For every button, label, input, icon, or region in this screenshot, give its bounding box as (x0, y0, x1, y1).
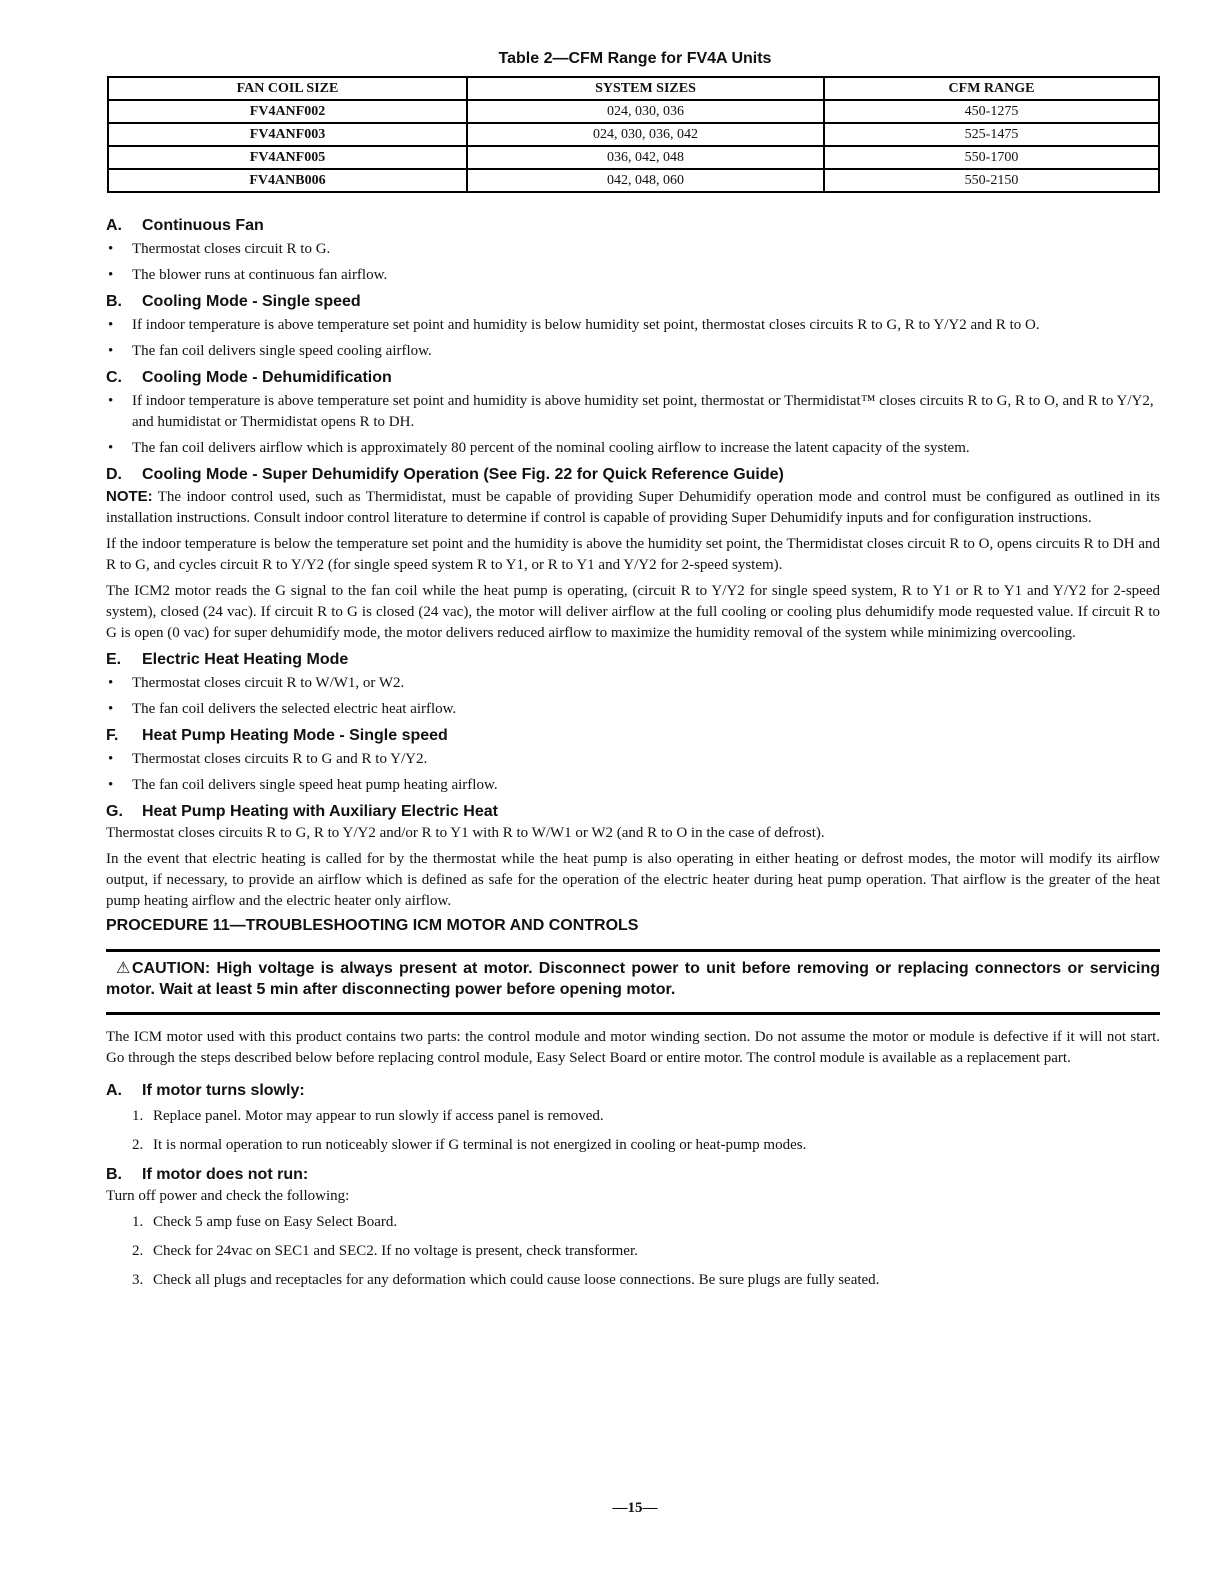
page-number: —15— (612, 1500, 658, 1516)
note-paragraph: NOTE: The indoor control used, such as Thermidistat, must be capable of providing Super Dehumidify operation mode and control must be configured as outlined in its installation instructions. Consult indoor control literature to determine if control is capable of providing Super Dehumidify inputs and for configuration instructions. (106, 488, 1160, 526)
bullet-item: • The fan coil delivers single speed cooling airflow. (106, 341, 1160, 362)
section-heading-motor-does-not-run: B. If motor does not run: (106, 1166, 309, 1183)
bullet-item: • Thermostat closes circuits R to G and R to Y/Y2. (106, 749, 1160, 770)
list-item: 2. It is normal operation to run noticeably slower if G terminal is not energized in cooling or heat-pump modes. (132, 1137, 807, 1153)
list-item: 3. Check all plugs and receptacles for any deformation which could cause loose connections. Be sure plugs are fully seated. (132, 1272, 880, 1288)
paragraph: If the indoor temperature is below the temperature set point and the humidity is above the humidity set point, the Thermidistat closes circuit R to O, opens circuits R to DH and R to G, and cycles circuit R to Y/Y2 (for single speed system R to Y1, or R to Y1 and Y/Y2 for 2-speed system). (106, 536, 1160, 573)
bullet-item: • If indoor temperature is above temperature set point and humidity is above humidity set point, thermostat or Thermidistat™ closes circuits R to G, R to O, and R to Y/Y2, and humidistat or Thermidistat opens R to DH. (106, 391, 1160, 433)
bullet-item: • The fan coil delivers airflow which is approximately 80 percent of the nominal cooling airflow to increase the latent capacity of the system. (106, 438, 1160, 459)
paragraph: Thermostat closes circuits R to G, R to Y/Y2 and/or R to Y1 with R to W/W1 or W2 (and R to O in the case of defrost). (106, 825, 825, 841)
bullet-item: • The blower runs at continuous fan airflow. (106, 265, 1160, 286)
list-item: 2. Check for 24vac on SEC1 and SEC2. If no voltage is present, check transformer. (132, 1243, 638, 1259)
cell-cfm-range: 525-1475 (824, 123, 1159, 146)
paragraph: Turn off power and check the following: (106, 1188, 350, 1204)
bullet-item: • Thermostat closes circuit R to W/W1, or W2. (106, 673, 1160, 694)
table-row (108, 169, 1159, 192)
bullet-item: • Thermostat closes circuit R to G. (106, 239, 1160, 260)
table-header-row (108, 77, 1159, 100)
col-header-fan-coil-size: FAN COIL SIZE (108, 77, 467, 100)
section-heading-motor-turns-slowly: A. If motor turns slowly: (106, 1082, 305, 1099)
col-header-cfm-range: CFM RANGE (824, 77, 1159, 100)
table-row (108, 146, 1159, 169)
cell-system-sizes: 042, 048, 060 (467, 169, 824, 192)
paragraph: The ICM motor used with this product contains two parts: the control module and motor winding section. Do not assume the motor or module is defective if it will not start. Go through the steps described below before replacing control module, Easy Select Board or entire motor. The control module is available as a replacement part. (106, 1029, 1160, 1066)
note-label: NOTE: (106, 488, 153, 505)
body-content (106, 215, 1160, 1299)
bullet-item: • If indoor temperature is above temperature set point and humidity is below humidity set point, thermostat closes circuits R to G, R to Y/Y2 and R to O. (106, 315, 1160, 336)
table-row (108, 123, 1159, 146)
procedure-title: PROCEDURE 11—TROUBLESHOOTING ICM MOTOR AND CONTROLS (106, 917, 639, 934)
cell-fan-coil-size: FV4ANB006 (108, 169, 467, 192)
caution-box: ⚠ CAUTION: High voltage is always present at motor. Disconnect power to unit before removing or replacing connectors or servicing motor. Wait at least 5 min after disconnecting power before opening motor. (106, 949, 1160, 1015)
cell-fan-coil-size: FV4ANF005 (108, 146, 467, 169)
bullet-item: • The fan coil delivers single speed heat pump heating airflow. (106, 775, 1160, 796)
table-title: Table 2—CFM Range for FV4A Units (498, 50, 772, 67)
section-heading-heat-pump-auxiliary: G. Heat Pump Heating with Auxiliary Electric Heat (106, 803, 498, 820)
cell-system-sizes: 024, 030, 036, 042 (467, 123, 824, 146)
section-heading-heat-pump-single-speed: F. Heat Pump Heating Mode - Single speed (106, 727, 448, 744)
bullet-item: • The fan coil delivers the selected electric heat airflow. (106, 699, 1160, 720)
cell-fan-coil-size: FV4ANF003 (108, 123, 467, 146)
cell-cfm-range: 450-1275 (824, 100, 1159, 123)
table-row (108, 100, 1159, 123)
list-item: 1. Check 5 amp fuse on Easy Select Board. (132, 1214, 398, 1230)
paragraph: The ICM2 motor reads the G signal to the fan coil while the heat pump is operating, (circuit R to Y/Y2 for single speed system, R to Y1 or R to Y1 and Y/Y2 for 2-speed system), closed (24 vac). If circuit R to G is closed (24 vac), the motor will deliver airflow at the full cooling or cooling plus dehumidify mode requested value. If circuit R to G is open (0 vac) for super dehumidify mode, the motor delivers reduced airflow to maximize the humidity removal of the system while minimizing overcooling. (106, 583, 1160, 641)
section-heading-electric-heat: E. Electric Heat Heating Mode (106, 651, 349, 668)
cell-system-sizes: 036, 042, 048 (467, 146, 824, 169)
list-item: 1. Replace panel. Motor may appear to run slowly if access panel is removed. (132, 1108, 604, 1124)
paragraph: In the event that electric heating is called for by the thermostat while the heat pump is also operating in either heating or defrost modes, the motor will modify its airflow output, if necessary, to provide an airflow which is defined as safe for the operation of the electric heater during heat pump operation. That airflow is the greater of the heat pump heating airflow and the electric heater only airflow. (106, 851, 1160, 909)
cfm-range-table (107, 76, 1160, 193)
cell-cfm-range: 550-2150 (824, 169, 1159, 192)
cell-cfm-range: 550-1700 (824, 146, 1159, 169)
cell-system-sizes: 024, 030, 036 (467, 100, 824, 123)
section-heading-super-dehumidify: D. Cooling Mode - Super Dehumidify Operation (See Fig. 22 for Quick Reference Guide) (106, 466, 784, 483)
col-header-system-sizes: SYSTEM SIZES (467, 77, 824, 100)
section-heading-cooling-dehumidification: C. Cooling Mode - Dehumidification (106, 369, 392, 386)
section-heading-continuous-fan: A. Continuous Fan (106, 217, 264, 234)
section-heading-cooling-single-speed: B. Cooling Mode - Single speed (106, 293, 361, 310)
cell-fan-coil-size: FV4ANF002 (108, 100, 467, 123)
warning-icon: ⚠ (116, 960, 131, 977)
